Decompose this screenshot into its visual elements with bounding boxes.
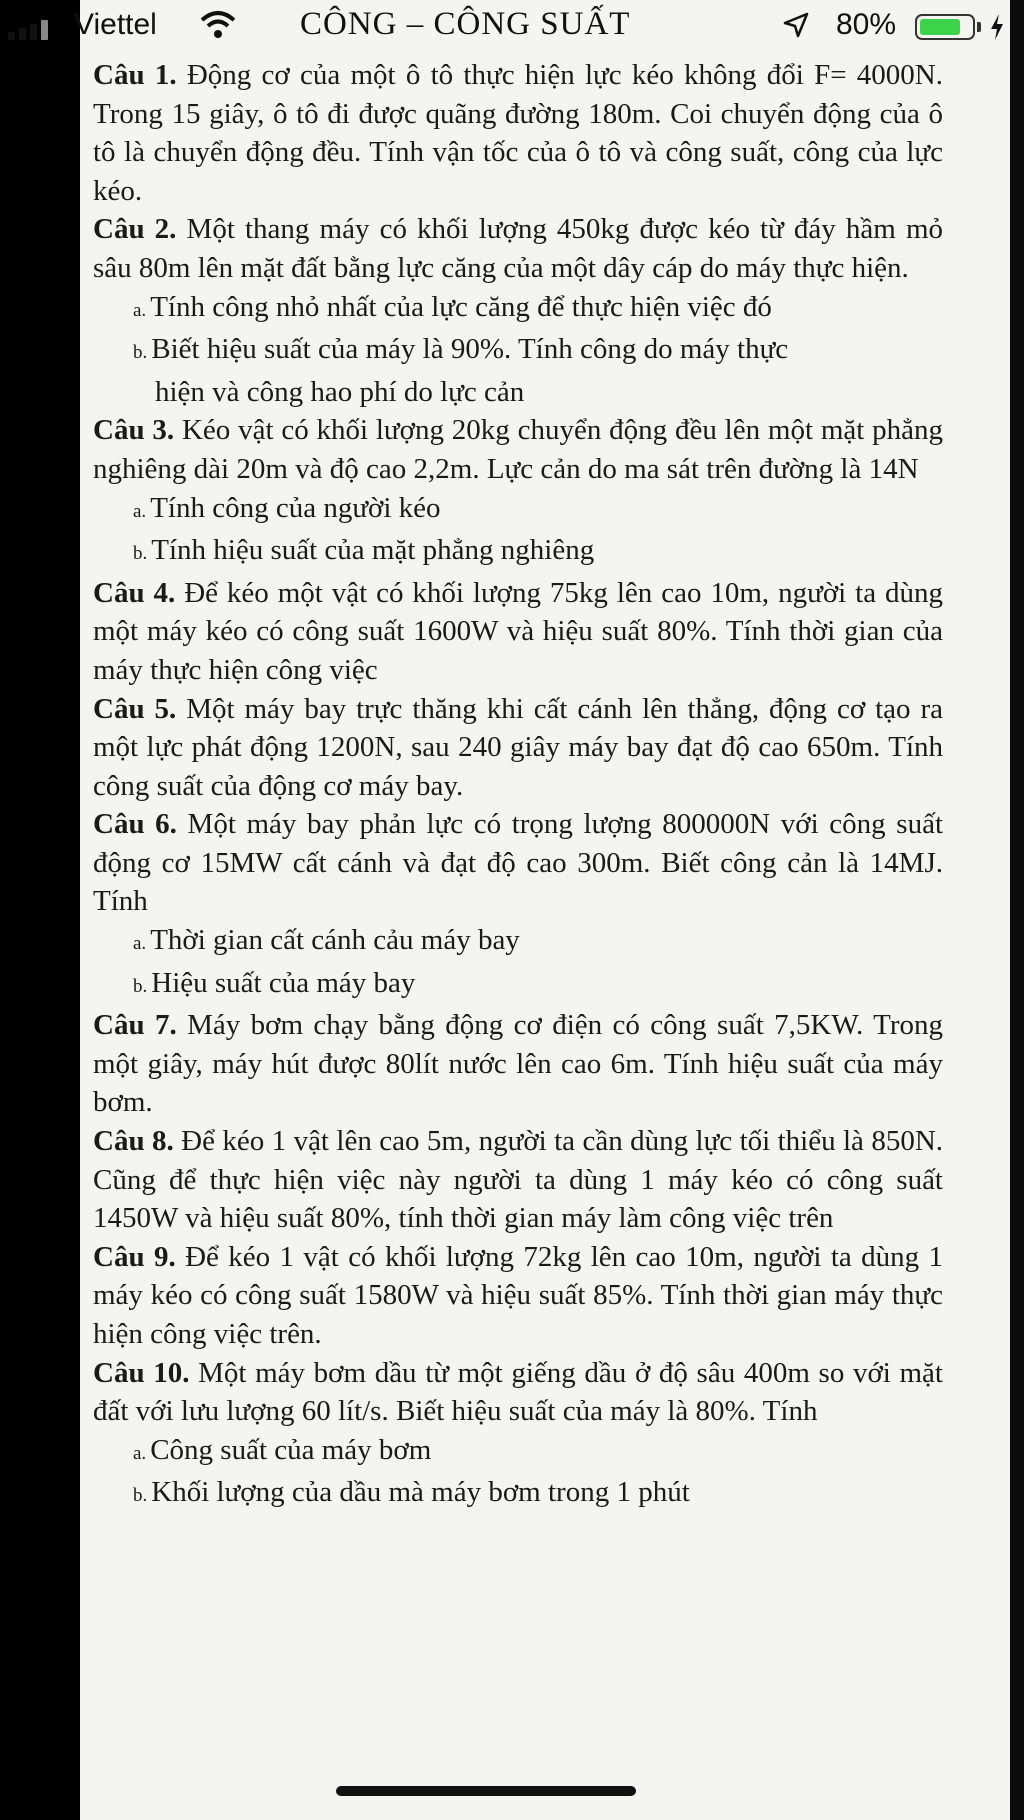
question-label: Câu 2. — [93, 213, 177, 246]
sub-question-marker: a. — [133, 500, 147, 522]
question-9 — [93, 1238, 943, 1354]
charging-bolt-icon — [990, 14, 1004, 40]
question-8 — [93, 1122, 943, 1238]
sub-question — [93, 964, 943, 1007]
question-label: Câu 4. — [93, 576, 176, 609]
battery-percent: 80% — [836, 8, 897, 41]
wifi-icon — [200, 10, 236, 40]
sub-question — [93, 288, 943, 331]
question-text: Một máy bay trực thăng khi cất cánh lên thẳng, động cơ tạo ra một lực phát động 1200N, sau 240 giây máy bay đạt độ cao 650m. Tính công suất của động cơ máy bay. — [93, 692, 944, 802]
question-label: Câu 9. — [93, 1240, 176, 1273]
sub-question-continuation: hiện và công hao phí do lực cản — [155, 375, 525, 408]
question-text: Một máy bơm dầu từ một giếng dầu ở độ sâu 400m so với mặt đất với lưu lượng 60 lít/s. Biết hiệu suất của máy là 80%. Tính — [93, 1356, 943, 1428]
question-label: Câu 6. — [93, 808, 177, 841]
sub-question-marker: a. — [133, 933, 147, 955]
sub-question-text: Tính công của người kéo — [150, 491, 441, 524]
sub-question-text: Hiệu suất của máy bay — [151, 966, 416, 999]
question-5 — [93, 690, 943, 806]
question-2 — [93, 210, 943, 287]
sub-question — [93, 1431, 943, 1474]
question-1 — [93, 56, 943, 210]
sub-question-marker: b. — [133, 543, 148, 565]
question-text: Một máy bay phản lực có trọng lượng 800000N với công suất động cơ 15MW cất cánh và đạt độ cao 300m. Biết công cản là 14MJ. Tính — [93, 808, 944, 918]
sub-question-marker: b. — [133, 975, 148, 997]
status-bar — [0, 0, 1024, 54]
question-6 — [93, 805, 943, 921]
question-label: Câu 1. — [93, 59, 177, 91]
sub-question — [93, 330, 943, 411]
screen-edge — [1010, 0, 1024, 1820]
home-indicator[interactable] — [336, 1786, 636, 1796]
question-text: Để kéo 1 vật có khối lượng 72kg lên cao 10m, người ta dùng 1 máy kéo có công suất 1580W và hiệu suất 85%. Tính thời gian máy thực hiện công việc trên. — [93, 1240, 943, 1350]
question-7 — [93, 1006, 943, 1122]
question-text: Để kéo một vật có khối lượng 75kg lên cao 10m, người ta dùng một máy kéo có công suất 1600W và hiệu suất 80%. Tính thời gian của máy thực hiện công việc — [93, 576, 943, 686]
sub-question-text: Biết hiệu suất của máy là 90%. Tính công do máy thực — [151, 333, 789, 366]
battery-icon — [915, 14, 975, 40]
sub-question-text: Thời gian cất cánh cảu máy bay — [150, 924, 520, 957]
question-text: Để kéo 1 vật lên cao 5m, người ta cần dùng lực tối thiểu là 850N. Cũng để thực hiện việc này người ta dùng 1 máy kéo có công suất 1450W và hiệu suất 80%, tính thời gian máy làm công việc trên — [93, 1125, 944, 1235]
battery-level-fill — [920, 19, 960, 35]
sub-question-text: Tính công nhỏ nhất của lực căng để thực hiện việc đó — [150, 290, 772, 323]
question-label: Câu 5. — [93, 692, 177, 725]
page-header-title: CÔNG – CÔNG SUẤT — [300, 6, 631, 42]
sub-question — [93, 921, 943, 964]
question-4 — [93, 574, 943, 690]
exercise-list — [93, 56, 943, 1516]
question-text: Một thang máy có khối lượng 450kg được kéo từ đáy hầm mỏ sâu 80m lên mặt đất bằng lực căng của một dây cáp do máy thực hiện. — [93, 213, 944, 284]
question-label: Câu 3. — [93, 414, 175, 447]
sub-question-marker: a. — [133, 1442, 147, 1464]
question-label: Câu 7. — [93, 1009, 177, 1042]
question-text: Kéo vật có khối lượng 20kg chuyển động đều lên một mặt phẳng nghiêng dài 20m và độ cao 2,2m. Lực cản do ma sát trên đường là 14N — [93, 414, 943, 485]
sub-question-text: Khối lượng của dầu mà máy bơm trong 1 phút — [151, 1476, 690, 1509]
sub-question — [93, 531, 943, 574]
question-3 — [93, 411, 943, 488]
sub-question-marker: b. — [133, 342, 148, 364]
sub-question-marker: b. — [133, 1485, 148, 1507]
sub-question — [93, 1473, 943, 1516]
sub-question-text: Công suất của máy bơm — [150, 1433, 432, 1466]
sub-question-marker: a. — [133, 299, 147, 321]
question-10 — [93, 1354, 943, 1431]
carrier-name: Viettel — [74, 8, 157, 41]
location-arrow-icon — [783, 12, 809, 38]
sub-question — [93, 489, 943, 532]
question-text: Máy bơm chạy bằng động cơ điện có công suất 7,5KW. Trong một giây, máy hút được 80lít nước lên cao 6m. Tính hiệu suất của máy bơm. — [93, 1009, 943, 1119]
question-text: Động cơ của một ô tô thực hiện lực kéo không đổi F= 4000N. Trong 15 giây, ô tô đi được quãng đường 180m. Coi chuyển động của ô tô là chuyển động đều. Tính vận tốc của ô tô và công suất, công của lực kéo. — [93, 59, 943, 207]
question-label: Câu 8. — [93, 1125, 174, 1158]
sub-question-text: Tính hiệu suất của mặt phẳng nghiêng — [151, 534, 595, 567]
battery-cap — [977, 22, 981, 32]
signal-icon — [8, 20, 48, 40]
question-label: Câu 10. — [93, 1356, 190, 1389]
